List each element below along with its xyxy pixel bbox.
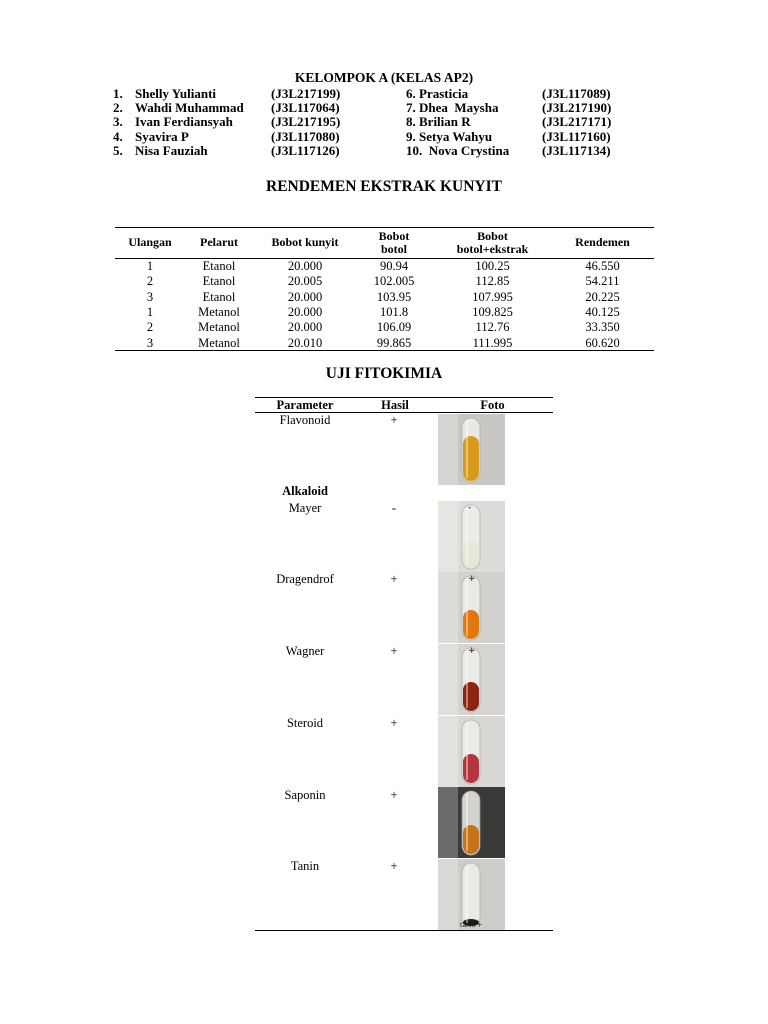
member-number: 4. [113,128,123,144]
cell-ulangan: 1 [146,304,154,319]
member-row [0,86,768,101]
tube-liquid [463,610,479,639]
header-hasil: Hasil [381,398,409,412]
param-wagner: Wagner [285,644,325,658]
flavonoid-photo [438,414,505,485]
photo-highlight [438,787,458,858]
header-parameter: Parameter [276,398,334,412]
member-number-name [406,129,492,144]
member-name: Wahdi Muhammad [135,100,244,116]
member-number: 10. [406,142,423,158]
cell-ulangan: 3 [146,289,154,304]
member-number: 2. [113,100,123,116]
header-bobot-ekstrak-line1: Bobot [477,229,508,243]
tanin-photo [438,859,505,930]
cell-ulangan: 2 [146,274,154,289]
cell-bobot-botol: 106.09 [376,320,412,335]
header-ulangan: Ulangan [128,235,172,249]
member-number: 5. [113,142,123,158]
photo-label: + [468,574,476,584]
param-mayer: Mayer [288,501,322,515]
cell-rendemen: 60.620 [585,335,620,350]
param-dragendrof: Dragendrof [276,572,334,586]
cell-bobot-botol: 101.8 [379,304,409,319]
test-tube-photo [438,716,505,787]
cell-bobot-ekstrak: 111.995 [472,335,513,350]
cell-rendemen: 54.211 [585,274,620,289]
tube-glass [460,863,483,929]
header-bobot-ekstrak-line2: botol+ekstrak [456,242,529,256]
cell-bobot-kunyit: 20.000 [287,289,323,304]
photo-highlight [438,501,458,572]
member-name: Setya Wahyu [419,128,493,144]
member-nim: (J3L217195) [271,114,341,130]
member-nim: (J3L117080) [271,128,340,144]
test-tube-photo [438,644,505,715]
header-bobot-botol-line1: Bobot [378,229,410,243]
tube-liquid [463,682,479,711]
member-nim: (J3L217199) [271,86,341,101]
tube-liquid [463,436,479,481]
member-nim: (J3L217171) [542,114,612,130]
cell-bobot-kunyit: 20.000 [287,320,323,335]
result-flavonoid: + [390,413,398,427]
wagner-photo [438,644,505,715]
cell-bobot-botol: 102.005 [373,274,415,289]
member-number-name [406,100,498,115]
member-nim: (J3L117064) [271,100,340,116]
cell-bobot-ekstrak: 109.825 [472,304,513,319]
test-tube-photo [438,572,505,643]
tube-liquid [463,754,479,783]
photo-label: - [468,503,472,513]
member-number: 6. [406,86,416,101]
tube-liquid [463,825,479,854]
cell-bobot-kunyit: 20.000 [287,259,323,273]
photo-highlight [438,414,458,485]
cell-bobot-ekstrak: 107.995 [472,289,513,304]
member-number-name [406,143,509,158]
cell-bobot-ekstrak: 112.76 [475,320,510,335]
test-tube-photo [438,501,505,572]
cell-bobot-ekstrak: 112.85 [475,274,510,289]
result-dragendrof: + [390,572,398,586]
saponin-photo [438,787,505,858]
member-nim: (J3L117089) [542,86,611,101]
cell-rendemen: 20.225 [585,289,620,304]
cell-ulangan: 3 [146,335,154,350]
member-name: Brilian R [419,114,471,130]
cell-bobot-kunyit: 20.010 [287,335,323,350]
mayer-photo [438,501,505,572]
param-saponin: Saponin [284,788,326,802]
test-tube-photo [438,859,505,930]
header-bobot-botol-line2: botol [380,242,407,256]
member-row [0,129,768,144]
cell-pelarut: Etanol [202,274,236,289]
member-row [0,114,768,129]
member-name: Dhea Maysha [419,100,499,116]
cell-bobot-botol: 90.94 [379,259,409,273]
header-pelarut: Pelarut [200,235,238,249]
member-number: 7. [406,100,416,116]
member-name: Syavira P [135,128,189,144]
param-steroid: Steroid [286,716,324,730]
test-tube-photo [438,787,505,858]
fitokimia-title: UJI FITOKIMIA [325,365,443,382]
cell-bobot-ekstrak: 100.25 [475,259,510,273]
table-bottom-rule [255,930,553,931]
result-steroid: + [390,716,398,730]
photo-label: tanin + [460,922,483,929]
member-row [0,100,768,115]
member-number: 8. [406,114,416,130]
param-tanin: Tanin [290,859,320,873]
photo-highlight [438,572,458,643]
result-mayer: - [391,501,397,515]
table-top-rule [115,227,654,228]
cell-bobot-kunyit: 20.000 [287,304,323,319]
result-tanin: + [390,859,398,873]
result-wagner: + [390,644,398,658]
member-number-name [406,86,468,101]
member-number-name [406,114,471,129]
member-name: Nova Crystina [425,142,510,158]
member-number: 1. [113,86,123,101]
member-name: Nisa Fauziah [135,142,208,158]
cell-bobot-botol: 99.865 [376,335,412,350]
cell-pelarut: Etanol [202,259,236,273]
group-title: KELOMPOK A (KELAS AP2) [294,70,474,85]
member-nim: (J3L117126) [271,142,340,158]
member-nim: (J3L117134) [542,142,611,158]
cell-bobot-kunyit: 20.005 [287,274,323,289]
cell-pelarut: Metanol [198,320,240,335]
cell-rendemen: 40.125 [585,304,620,319]
member-name: Ivan Ferdiansyah [135,114,233,130]
member-row [0,143,768,158]
tube-liquid [463,541,479,568]
member-name: Prasticia [419,86,469,101]
cell-bobot-botol: 103.95 [376,289,412,304]
header-bobot-kunyit: Bobot kunyit [271,235,339,249]
header-foto: Foto [480,398,505,412]
member-number: 9. [406,128,416,144]
photo-highlight [438,644,458,715]
member-name: Shelly Yulianti [135,86,217,101]
dragendrof-photo [438,572,505,643]
cell-ulangan: 1 [146,259,154,273]
member-nim: (J3L117160) [542,128,611,144]
cell-pelarut: Etanol [202,289,236,304]
member-nim: (J3L217190) [542,100,612,116]
photo-label: + [468,646,476,656]
cell-ulangan: 2 [146,320,154,335]
header-rendemen: Rendemen [575,235,630,249]
alkaloid-label: Alkaloid [282,484,328,498]
photo-highlight [438,716,458,787]
cell-pelarut: Metanol [198,304,240,319]
photo-highlight [438,859,458,930]
cell-rendemen: 46.550 [585,259,620,273]
cell-rendemen: 33.350 [585,320,620,335]
cell-pelarut: Metanol [198,335,240,350]
member-number: 3. [113,114,123,130]
param-flavonoid: Flavonoid [279,413,331,427]
steroid-photo [438,716,505,787]
test-tube-photo [438,414,505,485]
result-saponin: + [390,788,398,802]
rendemen-title: RENDEMEN EKSTRAK KUNYIT [266,178,502,195]
